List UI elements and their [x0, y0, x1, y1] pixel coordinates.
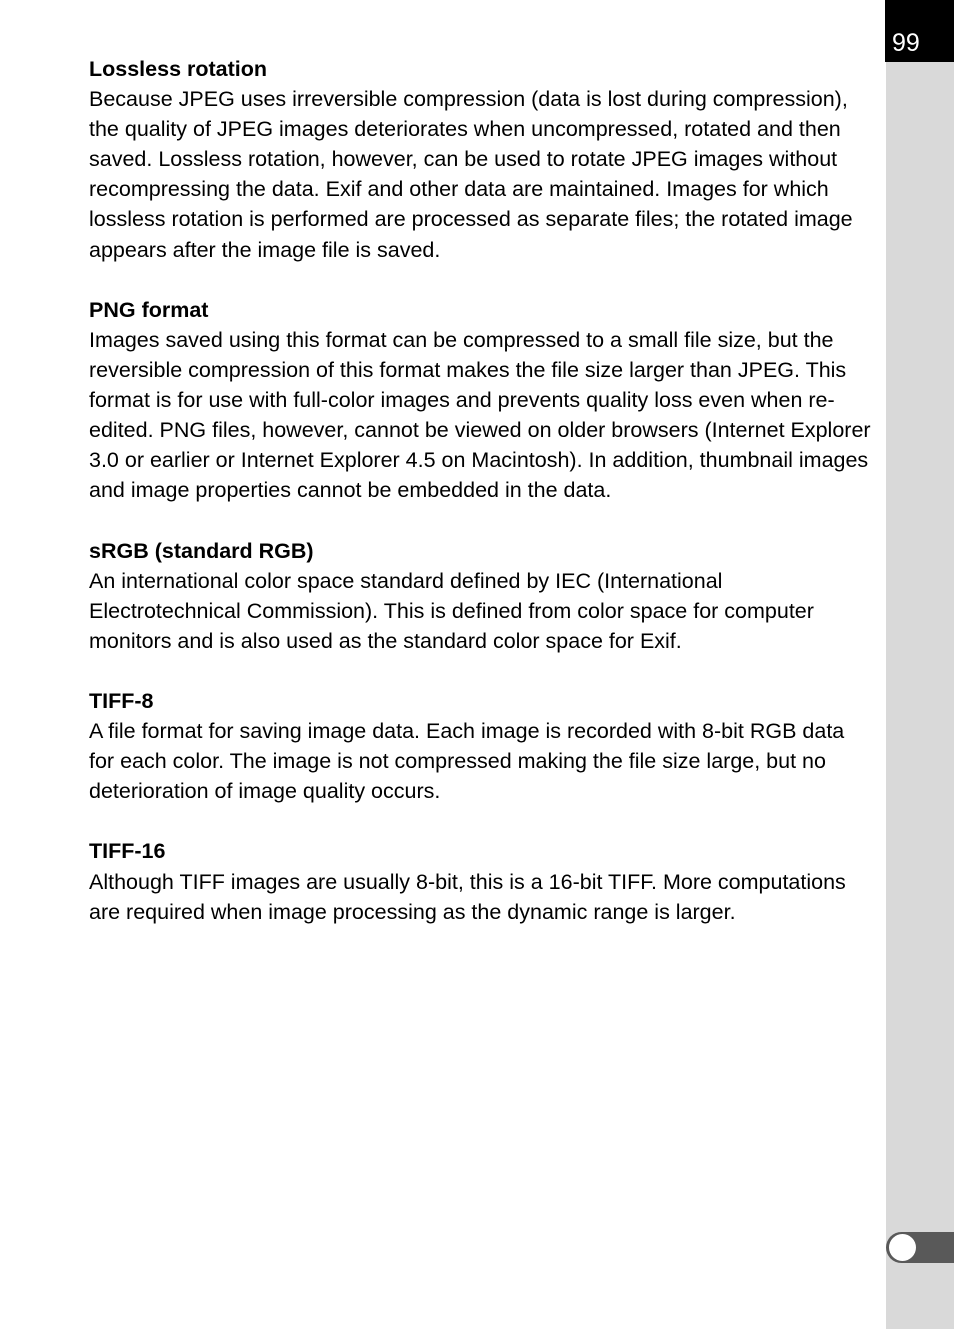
glossary-entry-lossless-rotation — [89, 54, 871, 265]
glossary-content — [89, 54, 871, 957]
glossary-entry-png-format — [89, 295, 871, 506]
glossary-entry-tiff-16 — [89, 836, 871, 926]
side-strip — [886, 0, 954, 1329]
page-number: 99 — [885, 0, 954, 62]
entry-title: Lossless rotation — [89, 57, 268, 81]
glossary-entry-srgb — [89, 536, 871, 656]
entry-body: Images saved using this format can be compressed to a small file size, but the reversible compression of this format makes the file size larger than JPEG. This format is for use with full-color images and prevents quality loss even when re-edited. PNG files, however, cannot be viewed on older browsers (Internet Explorer 3.0 or earlier or Internet Explorer 4.5 on Macintosh). In addition, thumbnail images and image properties cannot be embedded in the data. — [89, 327, 871, 503]
entry-body: An international color space standard defined by IEC (International Electrotechnical Commission). This is defined from color space for computer monitors and is also used as the standard color space for Exif. — [89, 568, 814, 653]
entry-title: TIFF-16 — [89, 839, 166, 864]
entry-body: Although TIFF images are usually 8-bit, this is a 16-bit TIFF. More computations are required when image processing as the dynamic range is larger. — [89, 869, 846, 924]
entry-body: A file format for saving image data. Each image is recorded with 8-bit RGB data for each color. The image is not compressed making the file size large, but no deterioration of image quality occurs. — [89, 719, 845, 804]
entry-title: sRGB (standard RGB) — [89, 538, 314, 563]
entry-title: PNG format — [89, 297, 209, 322]
chapter-tab-dot-icon — [889, 1234, 916, 1261]
entry-body: Because JPEG uses irreversible compression (data is lost during compression), the quality of JPEG images deteriorates when uncompressed, rotated and then saved. Lossless rotation, however, can be used to rotate JPEG images without recompressing the data. Exif and other data are maintained. Images for which lossless rotation is performed are processed as separate files; the rotated image appears after the image file is saved. — [89, 87, 853, 262]
glossary-entry-tiff-8 — [89, 686, 871, 806]
entry-title: TIFF-8 — [89, 688, 154, 713]
